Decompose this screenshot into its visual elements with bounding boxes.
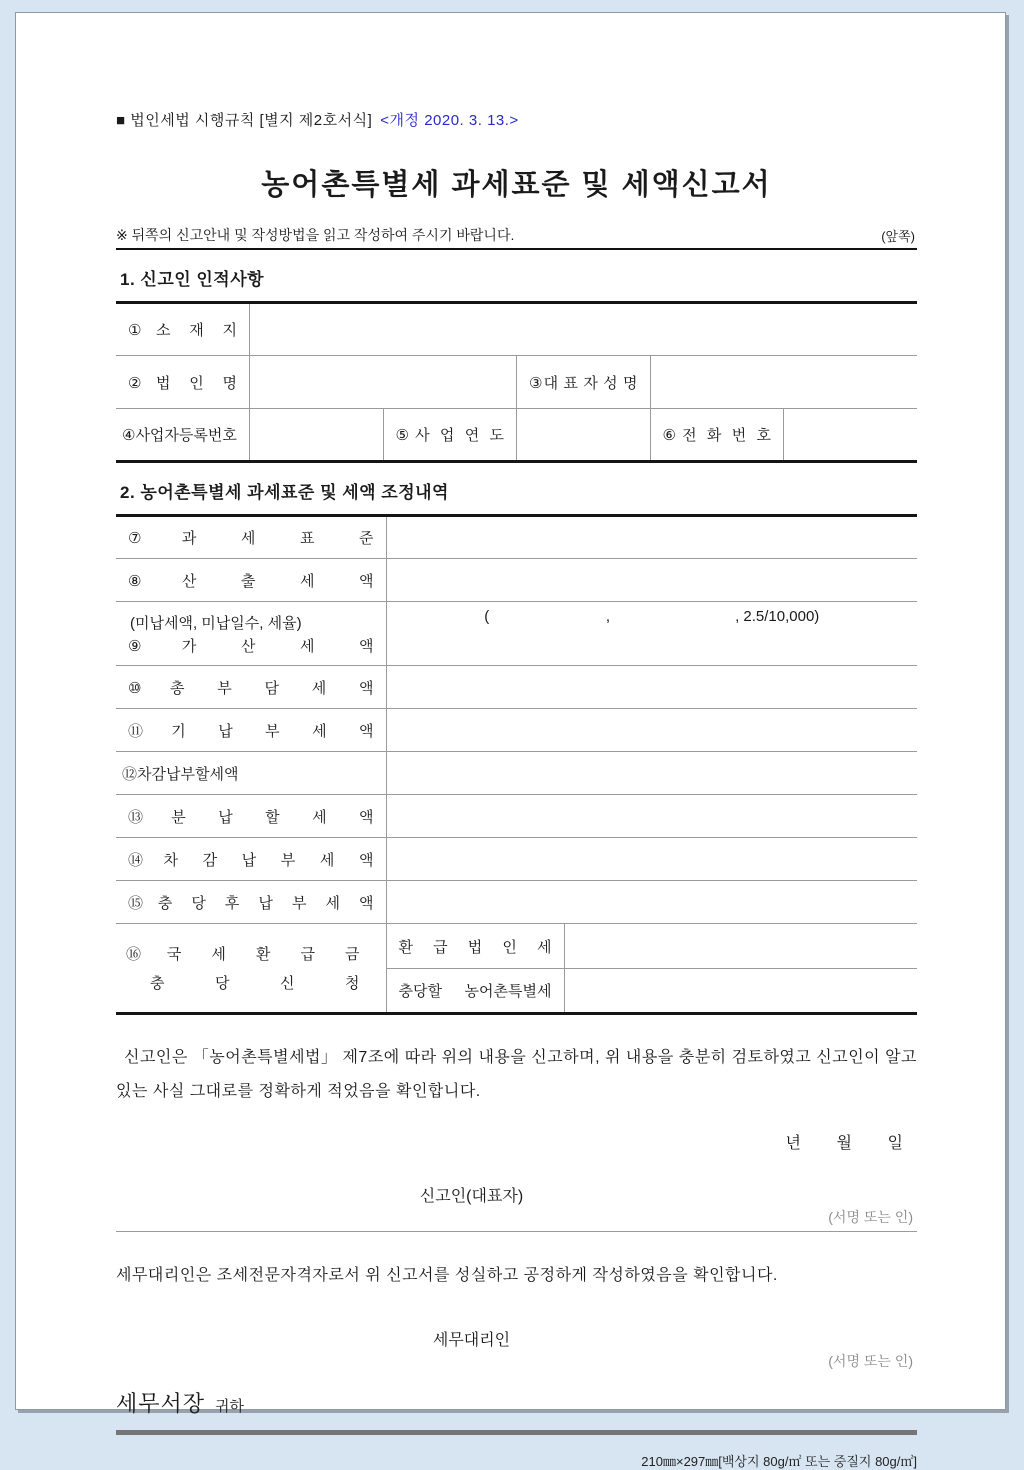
net-payable-tax-field[interactable] (386, 752, 917, 795)
table-row (116, 709, 917, 752)
rep-name-field[interactable] (650, 356, 917, 409)
agent-label: 세무대리인 (432, 1332, 511, 1350)
form-content (116, 13, 917, 1470)
table-row (116, 666, 917, 709)
declaration-text: 신고인은 「농어촌특별세법」 제7조에 따라 위의 내용을 신고하며, 위 내용을 충분히 검토하였고 신고인이 알고 있는 사실 그대로를 정확하게 적었음을 확인합니다. (116, 1049, 917, 1100)
biz-year-label: ⑤사 업 연 도 (383, 409, 517, 462)
tax-base-field[interactable] (386, 516, 917, 559)
date-line: 년 월 일 (785, 1135, 903, 1153)
page-title: 농어촌특별세 과세표준 및 세액신고서 (261, 169, 772, 201)
phone-field[interactable] (784, 409, 918, 462)
tax-adjustment-table (116, 514, 917, 1015)
post-appropriation-field[interactable] (386, 881, 917, 924)
revision-date: <개정 2020. 3. 13.> (380, 112, 519, 129)
calculated-tax-label: ⑧산 출 세 액 (116, 559, 386, 602)
signature-divider (116, 1231, 917, 1232)
refund-appropriation-line1: ⑯국 세 환 급 금 (126, 946, 360, 963)
table-row (116, 409, 917, 462)
table-row (116, 838, 917, 881)
declarant-sign-note: (서명 또는 인) (828, 1209, 913, 1226)
recipient-name: 세무서장 (116, 1391, 206, 1417)
table-row (116, 752, 917, 795)
address-field[interactable] (250, 303, 918, 356)
biz-reg-no-label: ④사업자등록번호 (116, 409, 250, 462)
appropriated-tax-label: 충당할 농어촌특별세 (386, 969, 564, 1014)
form-reference-text: ■ 법인세법 시행규칙 [별지 제2호서식] (116, 112, 373, 129)
declarant-signature-row (116, 1183, 917, 1227)
table-row (116, 356, 917, 409)
section1-heading: 1. 신고인 인적사항 (120, 270, 265, 289)
refund-corp-tax-label: 환 급 법 인 세 (386, 924, 564, 969)
section2-heading: 2. 농어촌특별세 과세표준 및 세액 조정내역 (120, 483, 449, 502)
agent-signature-row (116, 1327, 917, 1371)
recipient-suffix: 귀하 (215, 1398, 244, 1416)
appropriated-tax-field[interactable] (564, 969, 917, 1014)
rep-name-label: ③대 표 자 성 명 (517, 356, 651, 409)
form-reference-line (116, 109, 917, 130)
refund-appropriation-label (116, 924, 386, 1014)
penalty-tax-label (116, 602, 386, 666)
tax-base-label: ⑦과 세 표 준 (116, 516, 386, 559)
balance-payable-label: ⑭차 감 납 부 세 액 (116, 838, 386, 881)
page-side-label: (앞쪽) (881, 229, 915, 244)
corp-name-field[interactable] (250, 356, 517, 409)
post-appropriation-label: ⑮충 당 후 납 부 세 액 (116, 881, 386, 924)
penalty-tax-field[interactable]: ( , , 2.5/10,000) (386, 602, 917, 666)
agent-statement: 세무대리인은 조세전문자격자로서 위 신고서를 성실하고 공정하게 작성하였음을 확인합니다. (116, 1267, 778, 1285)
calculated-tax-field[interactable] (386, 559, 917, 602)
prepaid-tax-field[interactable] (386, 709, 917, 752)
phone-label: ⑥전 화 번 호 (650, 409, 784, 462)
table-row (116, 881, 917, 924)
agent-sign-note: (서명 또는 인) (828, 1353, 913, 1370)
address-label: ①소 재 지 (116, 303, 250, 356)
installment-tax-field[interactable] (386, 795, 917, 838)
biz-reg-no-field[interactable] (250, 409, 384, 462)
table-row (116, 516, 917, 559)
installment-tax-label: ⑬분 납 할 세 액 (116, 795, 386, 838)
corp-name-label: ②법 인 명 (116, 356, 250, 409)
penalty-tax-note: (미납세액, 미납일수, 세율) (130, 615, 302, 632)
header-divider (116, 248, 917, 250)
prepaid-tax-label: ⑪기 납 부 세 액 (116, 709, 386, 752)
table-row (116, 303, 917, 356)
total-tax-label: ⑩총 부 담 세 액 (116, 666, 386, 709)
penalty-tax-label-text: ⑨가 산 세 액 (128, 638, 374, 655)
table-row (116, 602, 917, 666)
form-page (15, 12, 1006, 1470)
table-row (116, 795, 917, 838)
total-tax-field[interactable] (386, 666, 917, 709)
declarant-info-table (116, 301, 917, 463)
refund-corp-tax-field[interactable] (564, 924, 917, 969)
refund-appropriation-line2: 충 당 신 청 (150, 975, 360, 992)
biz-year-field[interactable] (517, 409, 651, 462)
table-row (116, 924, 917, 969)
declarant-label: 신고인(대표자) (419, 1188, 524, 1206)
bottom-divider (116, 1430, 917, 1435)
instruction-text: ※ 뒤쪽의 신고안내 및 작성방법을 읽고 작성하여 주시기 바랍니다. (116, 227, 515, 243)
paper-spec-footer: 210㎜×297㎜[백상지 80g/㎡ 또는 중질지 80g/㎡] (641, 1454, 917, 1470)
recipient-row (116, 1387, 917, 1418)
net-payable-tax-label: ⑫차감납부할세액 (116, 752, 386, 795)
table-row (116, 559, 917, 602)
balance-payable-field[interactable] (386, 838, 917, 881)
instruction-row (116, 225, 917, 245)
